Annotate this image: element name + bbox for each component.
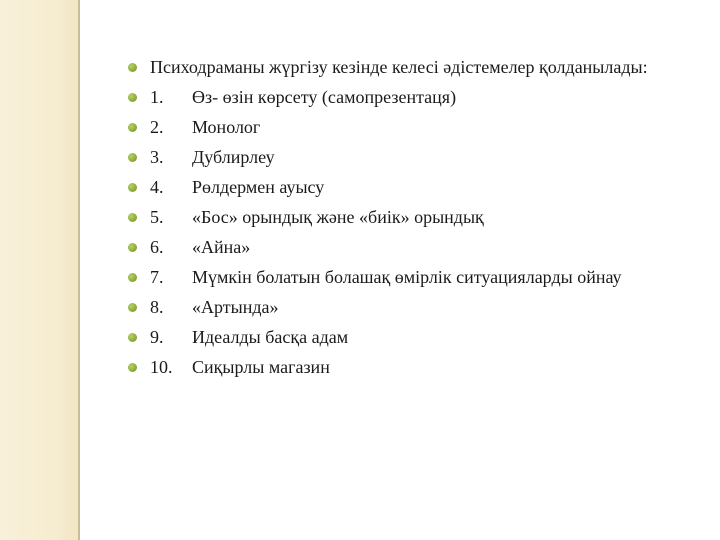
- bullet-icon: [128, 183, 137, 192]
- list-item: [128, 235, 708, 259]
- list-item-intro: [128, 55, 708, 79]
- bullet-icon: [128, 213, 137, 222]
- item-number: 10.: [150, 357, 173, 377]
- bullet-icon: [128, 273, 137, 282]
- item-text: «Айна»: [192, 237, 251, 257]
- item-number: 4.: [150, 177, 164, 197]
- item-number: 8.: [150, 297, 164, 317]
- list-item: [128, 115, 708, 139]
- item-text: «Артында»: [192, 297, 279, 317]
- bullet-icon: [128, 243, 137, 252]
- bullet-icon: [128, 63, 137, 72]
- item-text: «Бос» орындық және «биік» орындық: [192, 207, 484, 227]
- side-divider-line: [78, 0, 80, 540]
- bullet-icon: [128, 303, 137, 312]
- item-number: 6.: [150, 237, 164, 257]
- list-item: [128, 205, 708, 229]
- item-text: Дублирлеу: [192, 147, 275, 167]
- item-text: Мүмкін болатын болашақ өмірлік ситуацияларды ойнау: [192, 267, 622, 287]
- item-number: 5.: [150, 207, 164, 227]
- item-number: 3.: [150, 147, 164, 167]
- item-text: Монолог: [192, 117, 261, 137]
- list-item: [128, 265, 708, 289]
- list-item: [128, 175, 708, 199]
- list-item: [128, 355, 708, 379]
- slide-content: [128, 55, 708, 385]
- bullet-icon: [128, 123, 137, 132]
- item-number: 1.: [150, 87, 164, 107]
- item-text: Идеалды басқа адам: [192, 327, 349, 347]
- item-text: Сиқырлы магазин: [192, 357, 330, 377]
- side-decoration-band: [0, 0, 78, 540]
- item-number: 7.: [150, 267, 164, 287]
- item-number: 2.: [150, 117, 164, 137]
- bullet-icon: [128, 93, 137, 102]
- item-text: Рөлдермен ауысу: [192, 177, 325, 197]
- item-number: 9.: [150, 327, 164, 347]
- item-text: Өз- өзін көрсету (самопрезентаця): [192, 87, 457, 107]
- bullet-icon: [128, 153, 137, 162]
- intro-text: Психодраманы жүргізу кезінде келесі әдістемелер қолданылады:: [150, 57, 648, 77]
- list-item: [128, 295, 708, 319]
- list-item: [128, 145, 708, 169]
- list-item: [128, 85, 708, 109]
- list-item: [128, 325, 708, 349]
- bullet-icon: [128, 363, 137, 372]
- bullet-icon: [128, 333, 137, 342]
